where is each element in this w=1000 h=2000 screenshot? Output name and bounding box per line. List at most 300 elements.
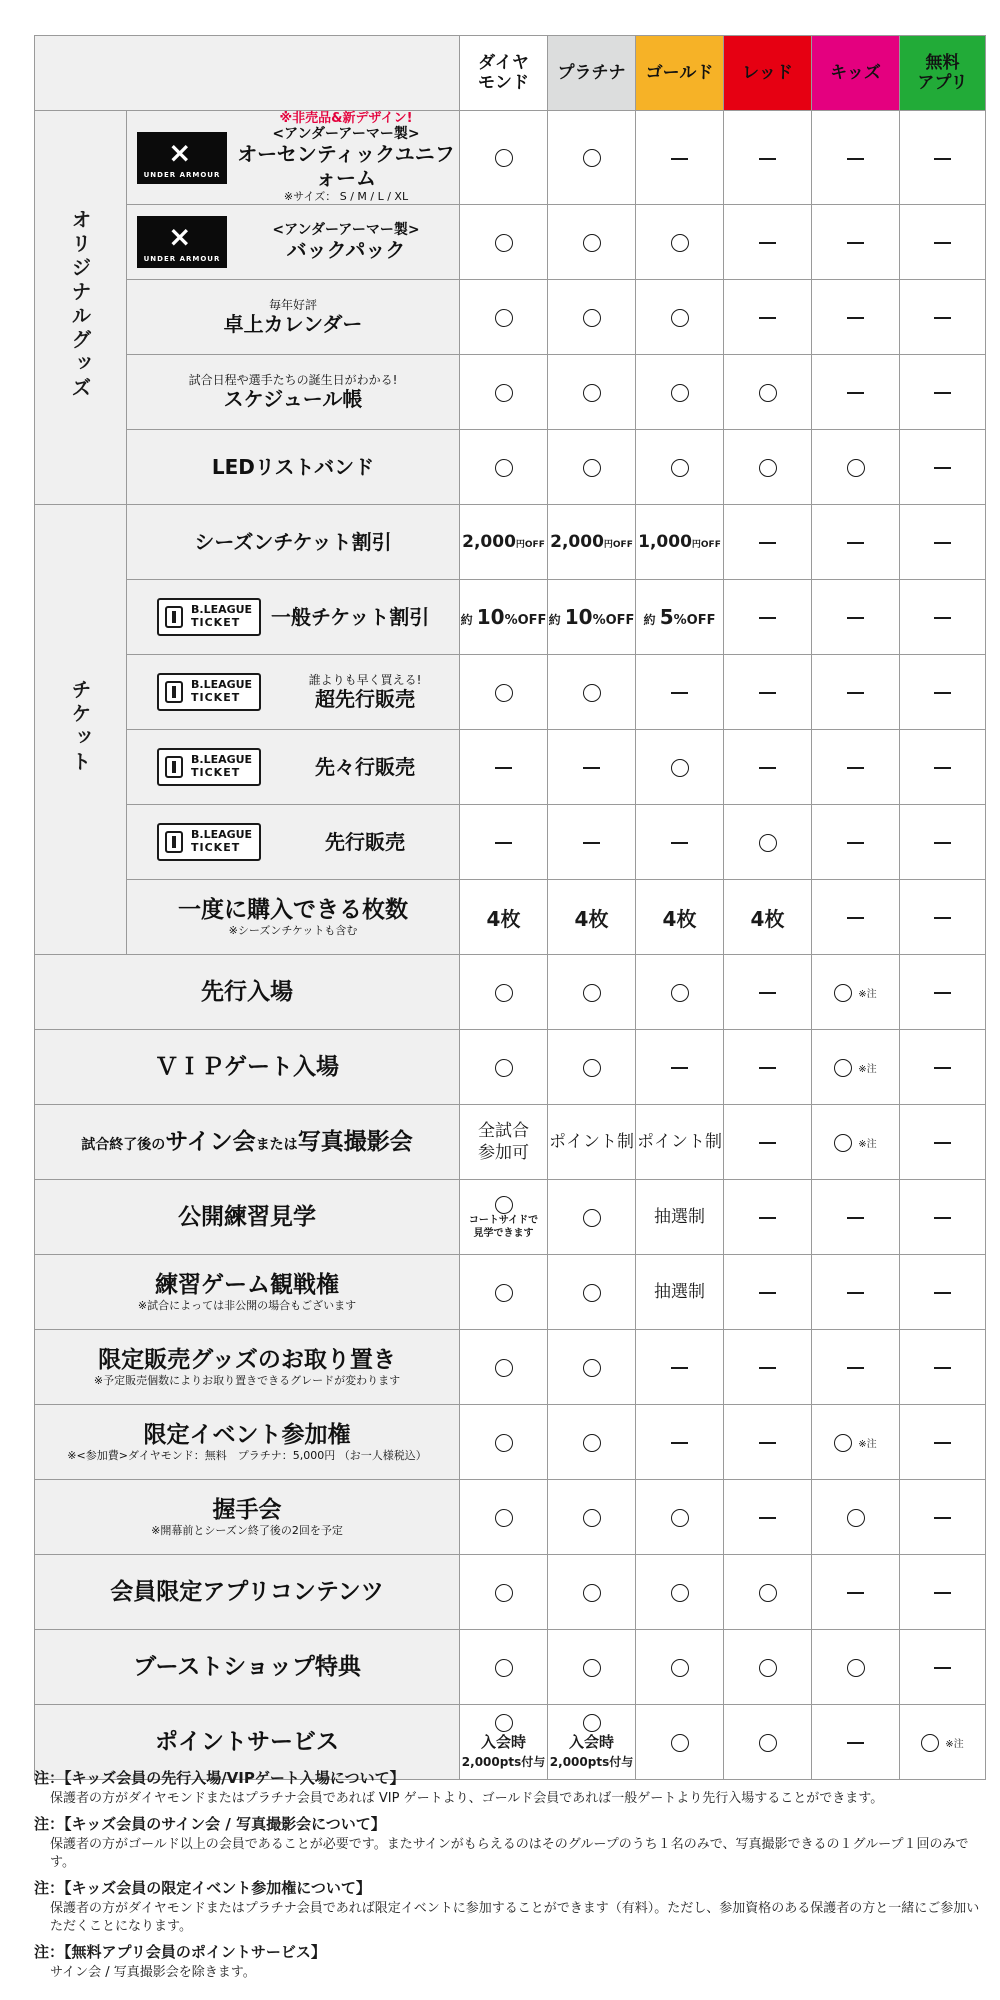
benefit-value-cell xyxy=(900,1405,986,1480)
benefit-row xyxy=(35,955,986,1030)
benefit-value-cell xyxy=(636,730,724,805)
ticket-icon xyxy=(165,756,183,778)
not-available-dash xyxy=(847,1742,864,1744)
label-with-logo xyxy=(127,205,459,279)
benefit-value-cell xyxy=(548,430,636,505)
benefit-value-cell xyxy=(460,655,548,730)
benefit-value-cell xyxy=(636,1630,724,1705)
benefit-label-text xyxy=(35,1053,459,1081)
benefit-label xyxy=(127,505,460,580)
benefit-label-text xyxy=(271,755,459,779)
benefit-value-cell xyxy=(548,1330,636,1405)
benefit-value-cell xyxy=(724,280,812,355)
available-circle xyxy=(495,1196,513,1214)
not-available-dash xyxy=(934,467,951,469)
benefit-value-cell xyxy=(460,805,548,880)
benefit-sub-note: ※予定販売個数によりお取り置きできるグレードが変わります xyxy=(93,1374,401,1387)
benefit-label-text xyxy=(233,222,459,262)
benefit-value-cell xyxy=(900,111,986,205)
discount-value xyxy=(638,532,721,551)
available-circle xyxy=(921,1734,939,1752)
percent-unit: %OFF xyxy=(673,613,716,628)
discount-amount: 1,000 xyxy=(638,532,692,552)
benefit-value-cell xyxy=(460,880,548,955)
benefit-row xyxy=(35,1255,986,1330)
not-available-dash xyxy=(759,692,776,694)
benefit-name-connector: または xyxy=(255,1137,298,1153)
benefit-value-cell xyxy=(812,1405,900,1480)
percent-unit: %OFF xyxy=(504,613,547,628)
benefit-value-cell xyxy=(900,580,986,655)
benefit-label-text xyxy=(127,530,459,554)
benefit-label xyxy=(35,955,460,1030)
benefit-value-cell xyxy=(724,430,812,505)
not-available-dash xyxy=(934,617,951,619)
benefit-text-value xyxy=(478,1121,529,1163)
benefit-value-cell xyxy=(636,430,724,505)
note-reference: ※注 xyxy=(858,989,877,1001)
benefit-pre-label: 誰よりも早く買える! xyxy=(308,673,422,687)
label-with-logo xyxy=(127,111,459,204)
benefit-value-cell xyxy=(900,1630,986,1705)
ticket-icon xyxy=(165,831,183,853)
benefit-value-cell xyxy=(812,1105,900,1180)
not-available-dash xyxy=(934,917,951,919)
benefit-value-cell xyxy=(460,730,548,805)
tier-header xyxy=(900,36,986,111)
benefit-value-cell xyxy=(724,1555,812,1630)
benefit-value-cell xyxy=(724,880,812,955)
benefit-name: 限定イベント参加権 xyxy=(143,1422,351,1448)
benefit-sub-note: ※試合によっては非公開の場合もございます xyxy=(137,1299,357,1312)
benefit-value-cell xyxy=(460,111,548,205)
benefit-value-cell xyxy=(636,1105,724,1180)
header-row xyxy=(35,36,986,111)
tier-header-label: レッド xyxy=(742,63,793,83)
not-available-dash xyxy=(934,317,951,319)
available-circle xyxy=(495,384,513,402)
benefit-label-text xyxy=(271,673,459,711)
benefit-value-cell xyxy=(548,1630,636,1705)
under-armour-logo xyxy=(137,132,227,184)
benefit-value-cell xyxy=(460,1030,548,1105)
available-circle xyxy=(834,1434,852,1452)
not-available-dash xyxy=(934,1592,951,1594)
footnote xyxy=(34,1768,984,1808)
benefit-value-cell xyxy=(460,1255,548,1330)
benefit-value-cell xyxy=(460,1180,548,1255)
under-armour-logo-text: UNDER ARMOUR xyxy=(143,170,221,179)
percent-discount xyxy=(460,605,547,629)
available-circle xyxy=(834,1134,852,1152)
available-circle xyxy=(834,984,852,1002)
courtside-note xyxy=(460,1214,547,1240)
benefit-name: 練習ゲーム観戦権 xyxy=(155,1272,339,1298)
available-circle xyxy=(847,1509,865,1527)
benefit-name: 会員限定アプリコンテンツ xyxy=(110,1579,384,1605)
benefit-value-cell xyxy=(636,1030,724,1105)
benefit-label-text xyxy=(35,1496,459,1538)
tier-header-label: モンド xyxy=(478,73,529,93)
benefit-row xyxy=(35,1330,986,1405)
benefit-value-cell xyxy=(548,955,636,1030)
not-available-dash xyxy=(583,842,600,844)
discount-value xyxy=(462,532,545,551)
benefit-value-cell xyxy=(900,1180,986,1255)
not-available-dash xyxy=(759,158,776,160)
bleague-ticket-logo xyxy=(157,598,261,636)
benefit-label xyxy=(127,280,460,355)
benefit-row xyxy=(35,1030,986,1105)
bleague-logo-line1: B.LEAGUE xyxy=(191,603,253,616)
benefit-value-cell xyxy=(460,1330,548,1405)
available-circle xyxy=(495,684,513,702)
benefit-sub-note: ※開幕前とシーズン終了後の2回を予定 xyxy=(151,1524,343,1537)
footnote-body: 保護者の方がダイヤモンドまたはプラチナ会員であれば限定イベントに参加することができます（有料）。ただし、参加資格のある保護者の方と一緒にご参加いただくことになります。 xyxy=(50,1901,980,1934)
ticket-icon xyxy=(165,606,183,628)
available-circle xyxy=(583,384,601,402)
benefit-text-value xyxy=(637,1132,722,1152)
not-available-dash xyxy=(934,242,951,244)
discount-unit: 円OFF xyxy=(515,540,545,550)
benefit-label xyxy=(35,1330,460,1405)
benefit-value-cell xyxy=(900,355,986,430)
benefit-name-part1: サイン会 xyxy=(165,1129,256,1155)
footnote-heading: 注：【キッズ会員のサイン会 / 写真撮影会について】 xyxy=(34,1815,386,1833)
not-available-dash xyxy=(847,767,864,769)
benefit-label xyxy=(127,430,460,505)
not-available-dash xyxy=(847,542,864,544)
discount-unit: 円OFF xyxy=(691,540,721,550)
available-circle xyxy=(583,149,601,167)
benefit-text-value xyxy=(654,1207,705,1227)
not-available-dash xyxy=(847,317,864,319)
benefit-pre-label: 毎年好評 xyxy=(268,298,317,312)
benefit-value-cell xyxy=(548,805,636,880)
benefit-row xyxy=(35,1105,986,1180)
available-circle xyxy=(671,384,689,402)
benefit-value-cell xyxy=(460,505,548,580)
benefit-value-cell xyxy=(460,205,548,280)
footnote-heading: 注：【キッズ会員の限定イベント参加権について】 xyxy=(34,1879,371,1897)
tier-header xyxy=(460,36,548,111)
benefit-value-cell xyxy=(636,111,724,205)
benefit-value-cell xyxy=(724,205,812,280)
benefit-name: ポイントサービス xyxy=(155,1729,339,1755)
tier-header-label: ゴールド xyxy=(645,63,714,83)
point-bonus-amount: 2,000pts付与 xyxy=(549,1754,634,1769)
available-circle xyxy=(583,1714,601,1732)
available-circle xyxy=(583,1659,601,1677)
not-available-dash xyxy=(759,1067,776,1069)
benefit-value-cell xyxy=(724,1630,812,1705)
courtside-note-line: 見学できます xyxy=(473,1227,534,1239)
available-circle xyxy=(495,149,513,167)
benefit-value-cell xyxy=(900,1105,986,1180)
available-circle xyxy=(671,309,689,327)
available-circle xyxy=(671,984,689,1002)
not-available-dash xyxy=(934,158,951,160)
membership-benefits-table xyxy=(34,35,986,1780)
benefit-value-cell xyxy=(548,1555,636,1630)
benefit-label-text xyxy=(35,1653,459,1681)
discount-value xyxy=(550,532,633,551)
available-circle xyxy=(495,1434,513,1452)
benefit-value-cell xyxy=(636,355,724,430)
benefit-value-cell xyxy=(724,1105,812,1180)
percent-amount: 10 xyxy=(564,605,593,629)
courtside-note-line: コートサイドで xyxy=(468,1214,539,1226)
point-bonus xyxy=(548,1732,635,1772)
benefit-name: オーセンティックユニフォーム xyxy=(237,142,455,190)
benefit-value-cell xyxy=(900,955,986,1030)
footnotes xyxy=(34,1768,984,1988)
benefit-value-cell xyxy=(548,280,636,355)
benefit-label xyxy=(127,805,460,880)
available-circle xyxy=(671,1584,689,1602)
note-reference: ※注 xyxy=(945,1739,964,1751)
bleague-ticket-logo xyxy=(157,673,261,711)
available-circle xyxy=(583,234,601,252)
benefit-label xyxy=(127,730,460,805)
benefit-label-text xyxy=(35,1203,459,1231)
benefit-value-cell xyxy=(636,1255,724,1330)
available-circle xyxy=(583,1059,601,1077)
benefit-value-cell xyxy=(812,280,900,355)
benefit-value-cell xyxy=(724,1330,812,1405)
benefit-text-line: ポイント制 xyxy=(637,1132,722,1152)
benefit-value-cell xyxy=(548,1105,636,1180)
benefit-value-cell xyxy=(636,1180,724,1255)
benefit-label xyxy=(35,1180,460,1255)
benefit-label-text xyxy=(127,373,459,411)
benefit-sub-note: ※シーズンチケットも含む xyxy=(228,924,358,937)
benefit-value-cell xyxy=(548,505,636,580)
benefit-value-cell xyxy=(724,1480,812,1555)
not-available-dash xyxy=(759,542,776,544)
benefit-text-line: 参加可 xyxy=(478,1143,529,1163)
tier-header-label: アプリ xyxy=(917,73,968,93)
discount-amount: 2,000 xyxy=(550,532,604,552)
benefit-value-cell xyxy=(636,655,724,730)
benefit-label-text xyxy=(127,298,459,336)
benefit-value-cell xyxy=(636,1405,724,1480)
under-armour-mark: ⨯ xyxy=(168,220,192,253)
bleague-ticket-logo xyxy=(157,823,261,861)
benefit-name xyxy=(35,1128,459,1156)
available-circle xyxy=(759,384,777,402)
benefit-value-cell xyxy=(812,205,900,280)
available-circle xyxy=(583,984,601,1002)
available-circle xyxy=(583,1584,601,1602)
footnote xyxy=(34,1814,984,1872)
not-available-dash xyxy=(759,242,776,244)
benefit-value-cell xyxy=(900,805,986,880)
benefit-row xyxy=(35,580,986,655)
not-available-dash xyxy=(934,1217,951,1219)
benefit-value-cell xyxy=(636,1330,724,1405)
available-circle xyxy=(759,834,777,852)
available-circle xyxy=(759,1584,777,1602)
benefit-label xyxy=(35,1480,460,1555)
benefit-value-cell xyxy=(548,730,636,805)
tier-header-label: プラチナ xyxy=(557,63,626,83)
benefit-name: 握手会 xyxy=(212,1497,282,1523)
not-available-dash xyxy=(495,767,512,769)
percent-discount xyxy=(643,605,716,629)
available-circle xyxy=(495,984,513,1002)
benefit-value-cell xyxy=(812,111,900,205)
not-available-dash xyxy=(495,842,512,844)
benefit-value-cell xyxy=(460,1405,548,1480)
benefit-value-cell xyxy=(460,430,548,505)
benefit-text-value xyxy=(549,1132,634,1152)
membership-benefits-table-wrap xyxy=(34,35,986,1780)
point-bonus xyxy=(460,1732,547,1772)
available-circle xyxy=(847,459,865,477)
benefit-value-cell xyxy=(636,205,724,280)
benefit-name: 公開練習見学 xyxy=(178,1204,316,1230)
note-reference: ※注 xyxy=(858,1139,877,1151)
benefit-row xyxy=(35,111,986,205)
label-with-logo xyxy=(127,655,459,729)
point-bonus-line: 入会時 xyxy=(480,1732,526,1751)
available-circle xyxy=(671,1734,689,1752)
benefit-value-cell xyxy=(636,955,724,1030)
footnote xyxy=(34,1942,984,1982)
percent-prefix: 約 xyxy=(548,613,565,627)
benefit-value-cell xyxy=(548,880,636,955)
not-available-dash xyxy=(671,1367,688,1369)
benefit-name: ブーストショップ特典 xyxy=(133,1654,361,1680)
benefit-value-cell xyxy=(900,655,986,730)
benefit-row xyxy=(35,280,986,355)
benefit-value-cell xyxy=(548,111,636,205)
benefit-row xyxy=(35,655,986,730)
benefit-row xyxy=(35,730,986,805)
available-circle xyxy=(495,234,513,252)
benefit-name: 一度に購入できる枚数 xyxy=(178,897,408,923)
benefit-text-line: 全試合 xyxy=(478,1121,529,1141)
available-circle xyxy=(759,459,777,477)
benefit-value-cell xyxy=(812,505,900,580)
percent-discount xyxy=(548,605,635,629)
benefit-label xyxy=(35,1630,460,1705)
discount-unit: 円OFF xyxy=(603,540,633,550)
not-available-dash xyxy=(847,692,864,694)
benefit-row xyxy=(35,1405,986,1480)
available-circle xyxy=(671,234,689,252)
not-available-dash xyxy=(759,317,776,319)
not-available-dash xyxy=(847,392,864,394)
not-available-dash xyxy=(671,158,688,160)
benefit-name: LEDリストバンド xyxy=(211,455,375,479)
available-circle xyxy=(495,459,513,477)
header-corner xyxy=(35,36,460,111)
available-circle xyxy=(495,1509,513,1527)
benefit-value-cell xyxy=(636,505,724,580)
benefit-text-value xyxy=(654,1282,705,1302)
not-available-dash xyxy=(671,692,688,694)
benefit-value-cell xyxy=(548,205,636,280)
bleague-ticket-logo xyxy=(157,748,261,786)
not-available-dash xyxy=(847,158,864,160)
tier-header xyxy=(812,36,900,111)
benefit-value-cell xyxy=(724,1255,812,1330)
benefit-value-cell xyxy=(900,205,986,280)
available-circle xyxy=(583,1434,601,1452)
benefit-value-cell xyxy=(812,880,900,955)
benefit-value-cell xyxy=(812,1480,900,1555)
under-armour-logo xyxy=(137,216,227,268)
benefit-name: スケジュール帳 xyxy=(223,387,363,411)
benefit-value-cell xyxy=(636,880,724,955)
tier-header-label: ダイヤ xyxy=(478,53,529,73)
benefit-value-cell xyxy=(812,1030,900,1105)
not-available-dash xyxy=(847,1367,864,1369)
benefit-label-text xyxy=(35,1346,459,1388)
available-circle xyxy=(495,1284,513,1302)
percent-amount: 5 xyxy=(659,605,674,629)
tier-header xyxy=(724,36,812,111)
footnote-heading: 注：【無料アプリ会員のポイントサービス】 xyxy=(34,1943,326,1961)
percent-unit: %OFF xyxy=(592,613,635,628)
not-available-dash xyxy=(671,1067,688,1069)
not-available-dash xyxy=(759,617,776,619)
benefit-row xyxy=(35,805,986,880)
available-circle xyxy=(583,1359,601,1377)
benefit-text-line: 抽選制 xyxy=(654,1282,705,1302)
benefit-label xyxy=(35,1255,460,1330)
benefit-value-cell xyxy=(460,1555,548,1630)
benefit-value-cell xyxy=(548,1405,636,1480)
benefit-name: 一般チケット割引 xyxy=(271,605,430,629)
benefit-value-cell xyxy=(812,355,900,430)
available-circle xyxy=(495,1359,513,1377)
footnote-body: 保護者の方がゴールド以上の会員であることが必要です。またサインがもらえるのはそのグループのうち１名のみで、写真撮影できるの１グループ１回のみです。 xyxy=(50,1837,969,1870)
tier-header-label: キッズ xyxy=(830,63,881,83)
benefit-pre-label: 試合日程や選手たちの誕生日がわかる! xyxy=(188,373,398,387)
benefit-label xyxy=(127,205,460,280)
not-available-dash xyxy=(934,992,951,994)
not-available-dash xyxy=(847,617,864,619)
benefit-label-text xyxy=(35,1578,459,1606)
benefit-row xyxy=(35,1480,986,1555)
label-with-logo xyxy=(127,805,459,879)
bleague-logo-line2: TICKET xyxy=(191,841,241,854)
group-ticket xyxy=(35,505,127,955)
benefit-sub-note: ※<参加費>ダイヤモンド：無料 プラチナ：5,000円 （お一人様税込） xyxy=(67,1449,427,1462)
benefit-label-text xyxy=(35,1128,459,1156)
benefit-label xyxy=(127,580,460,655)
not-available-dash xyxy=(759,1442,776,1444)
benefit-label xyxy=(35,1405,460,1480)
not-available-dash xyxy=(934,542,951,544)
benefit-value-cell xyxy=(548,655,636,730)
benefit-pre-label: <アンダーアーマー製> xyxy=(272,126,420,142)
available-circle xyxy=(495,1659,513,1677)
benefit-value-cell xyxy=(724,355,812,430)
benefit-value-cell xyxy=(460,955,548,1030)
benefit-value-cell xyxy=(900,1555,986,1630)
benefit-value-cell xyxy=(900,1030,986,1105)
not-available-dash xyxy=(847,917,864,919)
benefit-label-text xyxy=(271,830,459,854)
not-available-dash xyxy=(759,767,776,769)
benefit-name: 限定販売グッズのお取り置き xyxy=(98,1347,396,1373)
benefit-value-cell xyxy=(724,580,812,655)
benefit-pre-label: <アンダーアーマー製> xyxy=(272,222,420,238)
